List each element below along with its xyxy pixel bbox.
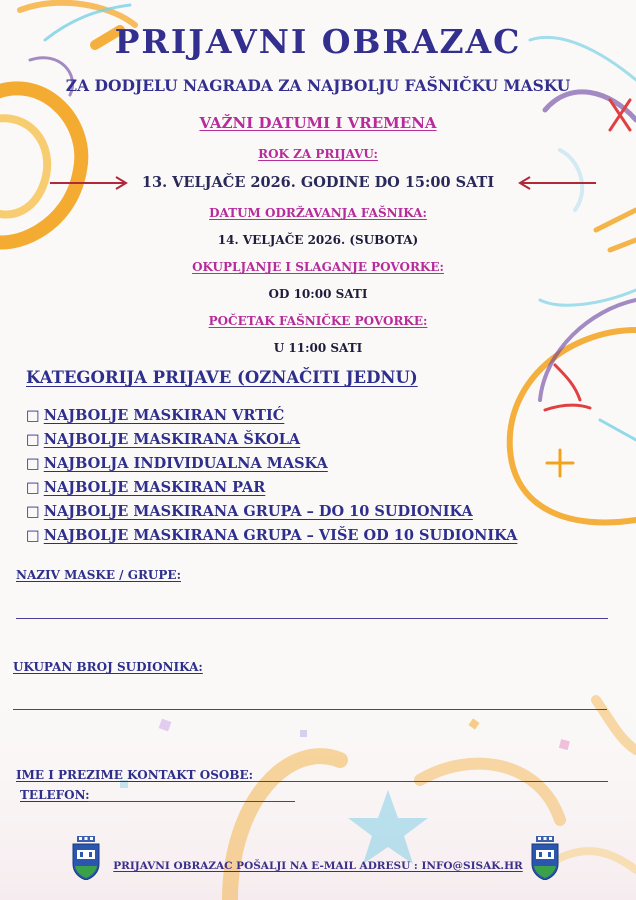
parade-start-value: U 11:00 SATI bbox=[273, 341, 363, 355]
checkbox-icon[interactable]: □ bbox=[26, 432, 40, 448]
category-label: NAJBOLJE MASKIRANA ŠKOLA bbox=[43, 431, 301, 448]
category-label: NAJBOLJA INDIVIDUALNA MASKA bbox=[43, 455, 328, 472]
contact-name-field[interactable] bbox=[250, 781, 608, 782]
phone-field[interactable] bbox=[88, 801, 295, 802]
category-label: NAJBOLJE MASKIRANA GRUPA – VIŠE OD 10 SUDIONIKA bbox=[43, 527, 518, 544]
category-option-school[interactable] bbox=[26, 428, 517, 452]
parade-start-label: POČETAK FAŠNIČKE POVORKE: bbox=[208, 314, 428, 328]
checkbox-icon[interactable]: □ bbox=[26, 504, 40, 520]
deadline-label: ROK ZA PRIJAVU: bbox=[258, 147, 378, 161]
mask-name-label: NAZIV MASKE / GRUPE: bbox=[16, 568, 181, 582]
category-option-pair[interactable] bbox=[26, 476, 517, 500]
category-label: NAJBOLJE MASKIRAN VRTIĆ bbox=[43, 407, 285, 424]
form-title: PRIJAVNI OBRAZAC bbox=[114, 22, 522, 61]
category-option-kindergarten[interactable] bbox=[26, 404, 517, 428]
phone-label: TELEFON: bbox=[20, 788, 90, 802]
arrow-left-icon bbox=[516, 176, 598, 190]
deadline-value: 13. VELJAČE 2026. GODINE DO 15:00 SATI bbox=[141, 174, 495, 191]
checkbox-icon[interactable]: □ bbox=[26, 456, 40, 472]
checkbox-icon[interactable]: □ bbox=[26, 528, 40, 544]
category-label: NAJBOLJE MASKIRANA GRUPA – DO 10 SUDIONIKA bbox=[43, 503, 473, 520]
category-list bbox=[26, 404, 517, 548]
city-crest-icon bbox=[530, 836, 560, 880]
checkbox-icon[interactable]: □ bbox=[26, 408, 40, 424]
dates-heading: VAŽNI DATUMI I VREMENA bbox=[199, 114, 437, 132]
gathering-value: OD 10:00 SATI bbox=[268, 287, 368, 301]
footer-email-note: PRIJAVNI OBRAZAC POŠALJI NA E-MAIL ADRESU : INFO@SISAK.HR bbox=[113, 860, 523, 872]
participants-label: UKUPAN BROJ SUDIONIKA: bbox=[13, 660, 203, 674]
category-option-individual[interactable] bbox=[26, 452, 517, 476]
mask-name-field[interactable] bbox=[16, 618, 608, 619]
category-label: NAJBOLJE MASKIRAN PAR bbox=[43, 479, 266, 496]
event-date-label: DATUM ODRŽAVANJA FAŠNIKA: bbox=[209, 206, 427, 220]
event-date-value: 14. VELJAČE 2026. (SUBOTA) bbox=[217, 233, 419, 247]
categories-heading: KATEGORIJA PRIJAVE (OZNAČITI JEDNU) bbox=[26, 368, 418, 387]
city-crest-icon bbox=[71, 836, 101, 880]
form-subtitle: ZA DODJELU NAGRADA ZA NAJBOLJU FAŠNIČKU MASKU bbox=[65, 76, 571, 95]
category-option-group-small[interactable] bbox=[26, 500, 517, 524]
checkbox-icon[interactable]: □ bbox=[26, 480, 40, 496]
category-option-group-large[interactable] bbox=[26, 524, 517, 548]
participants-field[interactable] bbox=[13, 709, 607, 710]
contact-name-label: IME I PREZIME KONTAKT OSOBE: bbox=[16, 768, 254, 782]
gathering-label: OKUPLJANJE I SLAGANJE POVORKE: bbox=[192, 260, 444, 274]
